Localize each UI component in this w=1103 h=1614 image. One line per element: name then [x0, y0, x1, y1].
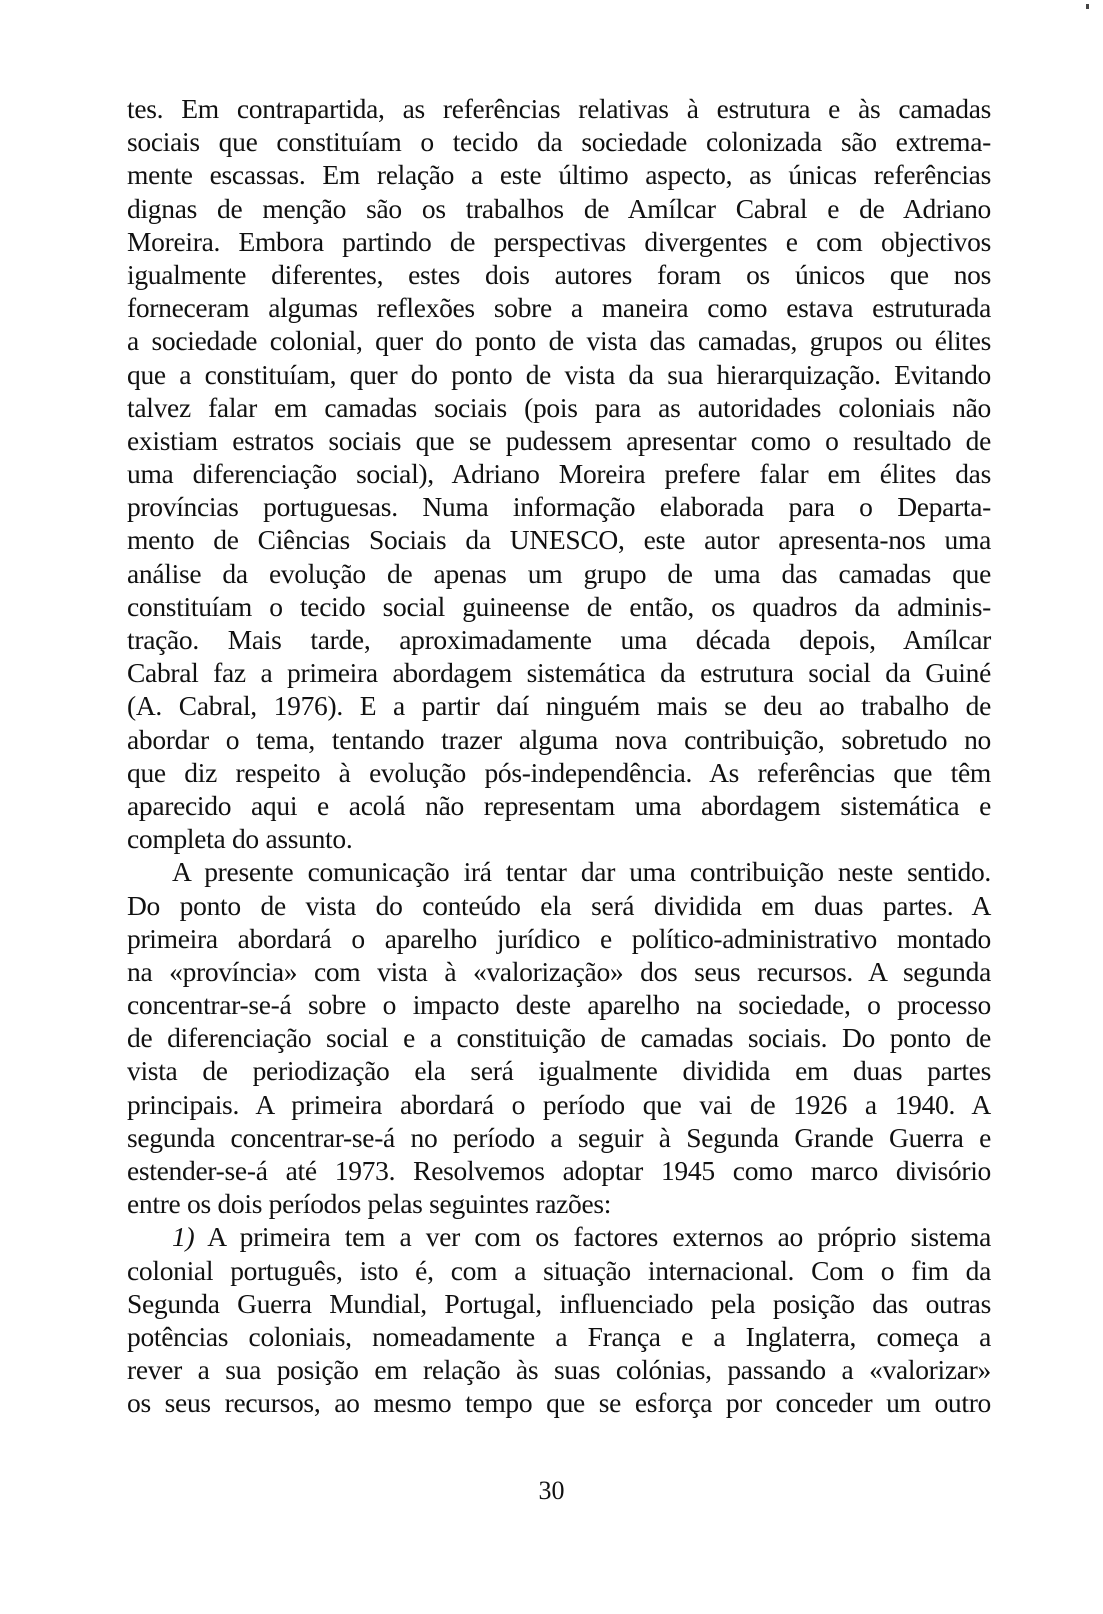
text-line: tração. Mais tarde, aproximadamente uma década depois, Amílcar	[127, 624, 991, 655]
text-line: que diz respeito à evolução pós-independência. As referências que têm	[127, 756, 991, 788]
text-line: a sociedade colonial, quer do ponto de vista das camadas, grupos ou élites	[127, 325, 991, 357]
text-line: mente escassas. Em relação a este último aspecto, as únicas referências	[127, 159, 991, 191]
text-line: aparecido aqui e acolá não representam uma abordagem sistemática e	[127, 789, 991, 821]
text-line: segunda concentrar-se-á no período a seguir à Segunda Grande Guerra e	[127, 1121, 991, 1153]
text-line: dignas de menção são os trabalhos de Amílcar Cabral e de Adriano	[127, 192, 991, 224]
text-line: constituíam o tecido social guineense de então, os quadros da adminis-	[127, 590, 991, 622]
list-item-text: A primeira tem a ver com os factores externos ao próprio sistema	[207, 1221, 991, 1253]
text-line: concentrar-se-á sobre o impacto deste aparelho na sociedade, o processo	[127, 989, 991, 1021]
scan-speck	[1086, 4, 1089, 9]
text-line: vista de periodização ela será igualmente dividida em duas partes	[127, 1055, 991, 1087]
text-line: os seus recursos, ao mesmo tempo que se esforça por conceder um outro	[127, 1387, 991, 1419]
text-line: Do ponto de vista do conteúdo ela será dividida em duas partes. A	[127, 889, 991, 921]
text-line: forneceram algumas reflexões sobre a maneira como estava estruturada	[127, 292, 991, 324]
body-text	[127, 92, 991, 1420]
text-line: talvez falar em camadas sociais (pois para as autoridades coloniais não	[127, 391, 991, 423]
text-line: completa do assunto.	[127, 823, 353, 855]
text-line: estender-se-á até 1973. Resolvemos adoptar 1945 como marco divisório	[127, 1155, 991, 1186]
text-line: de diferenciação social e a constituição de camadas sociais. Do ponto de	[127, 1022, 991, 1054]
text-line: existiam estratos sociais que se pudessem apresentar como o resultado de	[127, 424, 991, 456]
text-line: sociais que constituíam o tecido da sociedade colonizada são extrema-	[127, 126, 991, 158]
list-item-line	[127, 1220, 991, 1253]
text-line: A presente comunicação irá tentar dar uma contribuição neste sentido.	[172, 856, 991, 888]
text-line: principais. A primeira abordará o período que vai de 1926 a 1940. A	[127, 1088, 991, 1120]
list-marker: 1)	[172, 1221, 195, 1253]
text-line: uma diferenciação social), Adriano Moreira prefere falar em élites das	[127, 458, 991, 490]
text-line: igualmente diferentes, estes dois autores foram os únicos que nos	[127, 258, 991, 290]
text-line: Moreira. Embora partindo de perspectivas divergentes e com objectivos	[127, 225, 991, 257]
text-line: análise da evolução de apenas um grupo de uma das camadas que	[127, 557, 991, 589]
text-line: províncias portuguesas. Numa informação elaborada para o Departa-	[127, 491, 991, 523]
text-line: rever a sua posição em relação às suas colónias, passando a «valorizar»	[127, 1354, 991, 1386]
text-line: (A. Cabral, 1976). E a partir daí ninguém mais se deu ao trabalho de	[127, 690, 991, 722]
text-line: Cabral faz a primeira abordagem sistemática da estrutura social da Guiné	[127, 657, 991, 689]
text-line: primeira abordará o aparelho jurídico e político-administrativo montado	[127, 922, 991, 954]
text-line: colonial português, isto é, com a situação internacional. Com o fim da	[127, 1254, 991, 1286]
text-line: Segunda Guerra Mundial, Portugal, influenciado pela posição das outras	[127, 1287, 991, 1319]
text-line: tes. Em contrapartida, as referências relativas à estrutura e às camadas	[127, 93, 991, 124]
text-line: que a constituíam, quer do ponto de vista da sua hierarquização. Evitando	[127, 358, 991, 390]
text-line: potências coloniais, nomeadamente a França e a Inglaterra, começa a	[127, 1320, 991, 1352]
text-line: mento de Ciências Sociais da UNESCO, este autor apresenta-nos uma	[127, 524, 991, 556]
text-line: entre os dois períodos pelas seguintes razões:	[127, 1188, 612, 1220]
text-line: abordar o tema, tentando trazer alguma nova contribuição, sobretudo no	[127, 723, 991, 755]
text-line: na «província» com vista à «valorização» dos seus recursos. A segunda	[127, 955, 991, 987]
page-number: 30	[538, 1476, 565, 1505]
